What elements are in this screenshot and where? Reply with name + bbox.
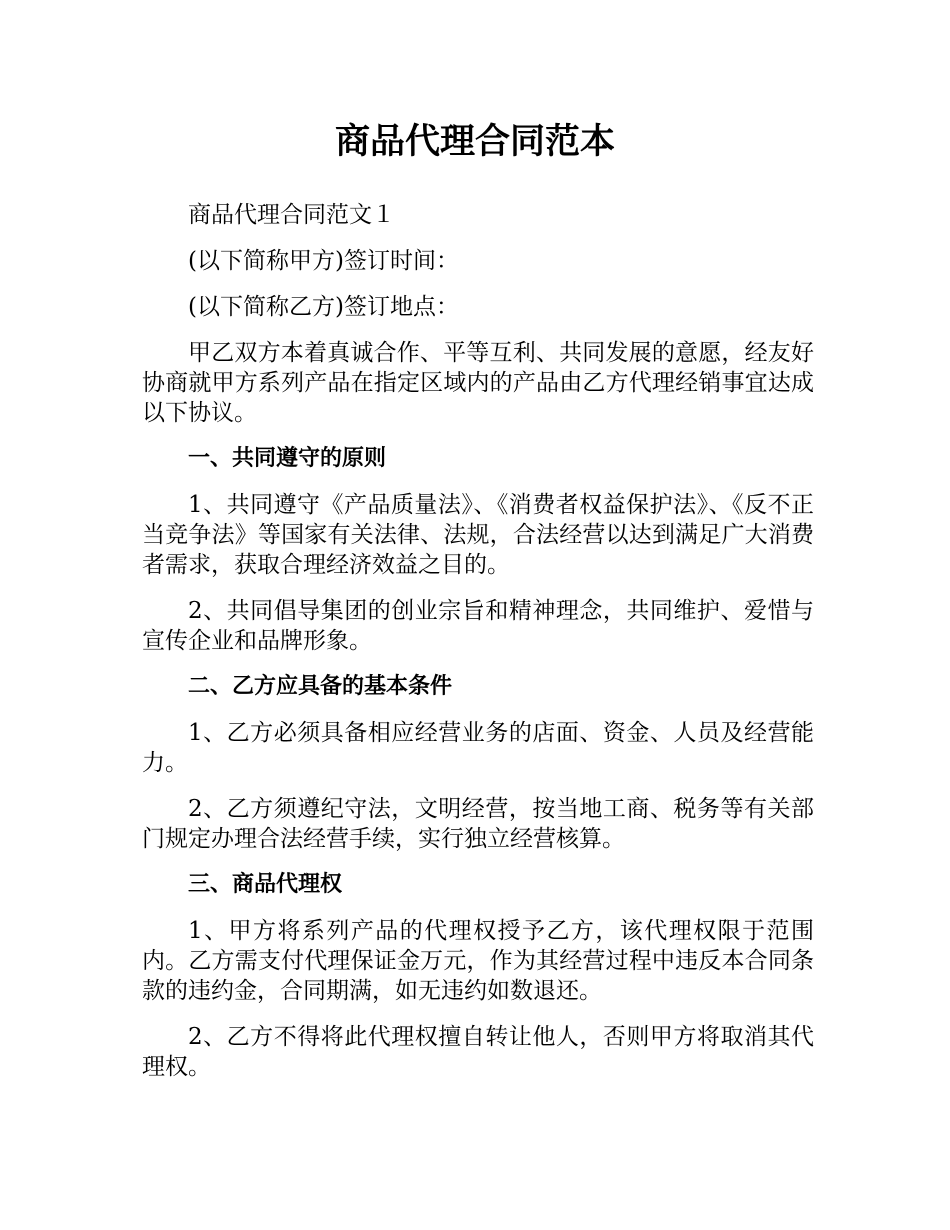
paragraph-party-b: (以下简称乙方)签订地点：	[188, 294, 459, 320]
paragraph-template-name: 商品代理合同范文１	[188, 202, 395, 228]
section-heading-agency-rights: 三、商品代理权	[188, 872, 343, 897]
paragraph-preamble: 甲乙双方本着真诚合作、平等互利、共同发展的意愿，经友好协商就甲方系列产品在指定区域内的产品由乙方代理经销事宜达成以下协议。	[142, 340, 814, 426]
section-heading-conditions: 二、乙方应具备的基本条件	[188, 674, 453, 699]
paragraph-agency-rights-1: 1、甲方将系列产品的代理权授予乙方，该代理权限于范围内。乙方需支付代理保证金万元，作为其经营过程中违反本合同条款的违约金，合同期满，如无违约如数退还。	[142, 918, 814, 1004]
paragraph-party-a: (以下简称甲方)签订时间：	[188, 248, 459, 274]
paragraph-principles-1: 1、共同遵守《产品质量法》、《消费者权益保护法》、《反不正当竞争法》等国家有关法律、法规，合法经营以达到满足广大消费者需求，获取合理经济效益之目的。	[142, 492, 814, 578]
paragraph-principles-2: 2、共同倡导集团的创业宗旨和精神理念，共同维护、爱惜与宣传企业和品牌形象。	[142, 598, 814, 654]
document-title: 商品代理合同范本	[334, 122, 615, 162]
document-body	[142, 200, 814, 1098]
paragraph-conditions-2: 2、乙方须遵纪守法，文明经营，按当地工商、税务等有关部门规定办理合法经营手续，实行独立经营核算。	[142, 796, 814, 852]
paragraph-conditions-1: 1、乙方必须具备相应经营业务的店面、资金、人员及经营能力。	[142, 720, 814, 776]
paragraph-agency-rights-2: 2、乙方不得将此代理权擅自转让他人，否则甲方将取消其代理权。	[142, 1024, 814, 1080]
section-heading-principles: 一、共同遵守的原则	[188, 446, 387, 471]
